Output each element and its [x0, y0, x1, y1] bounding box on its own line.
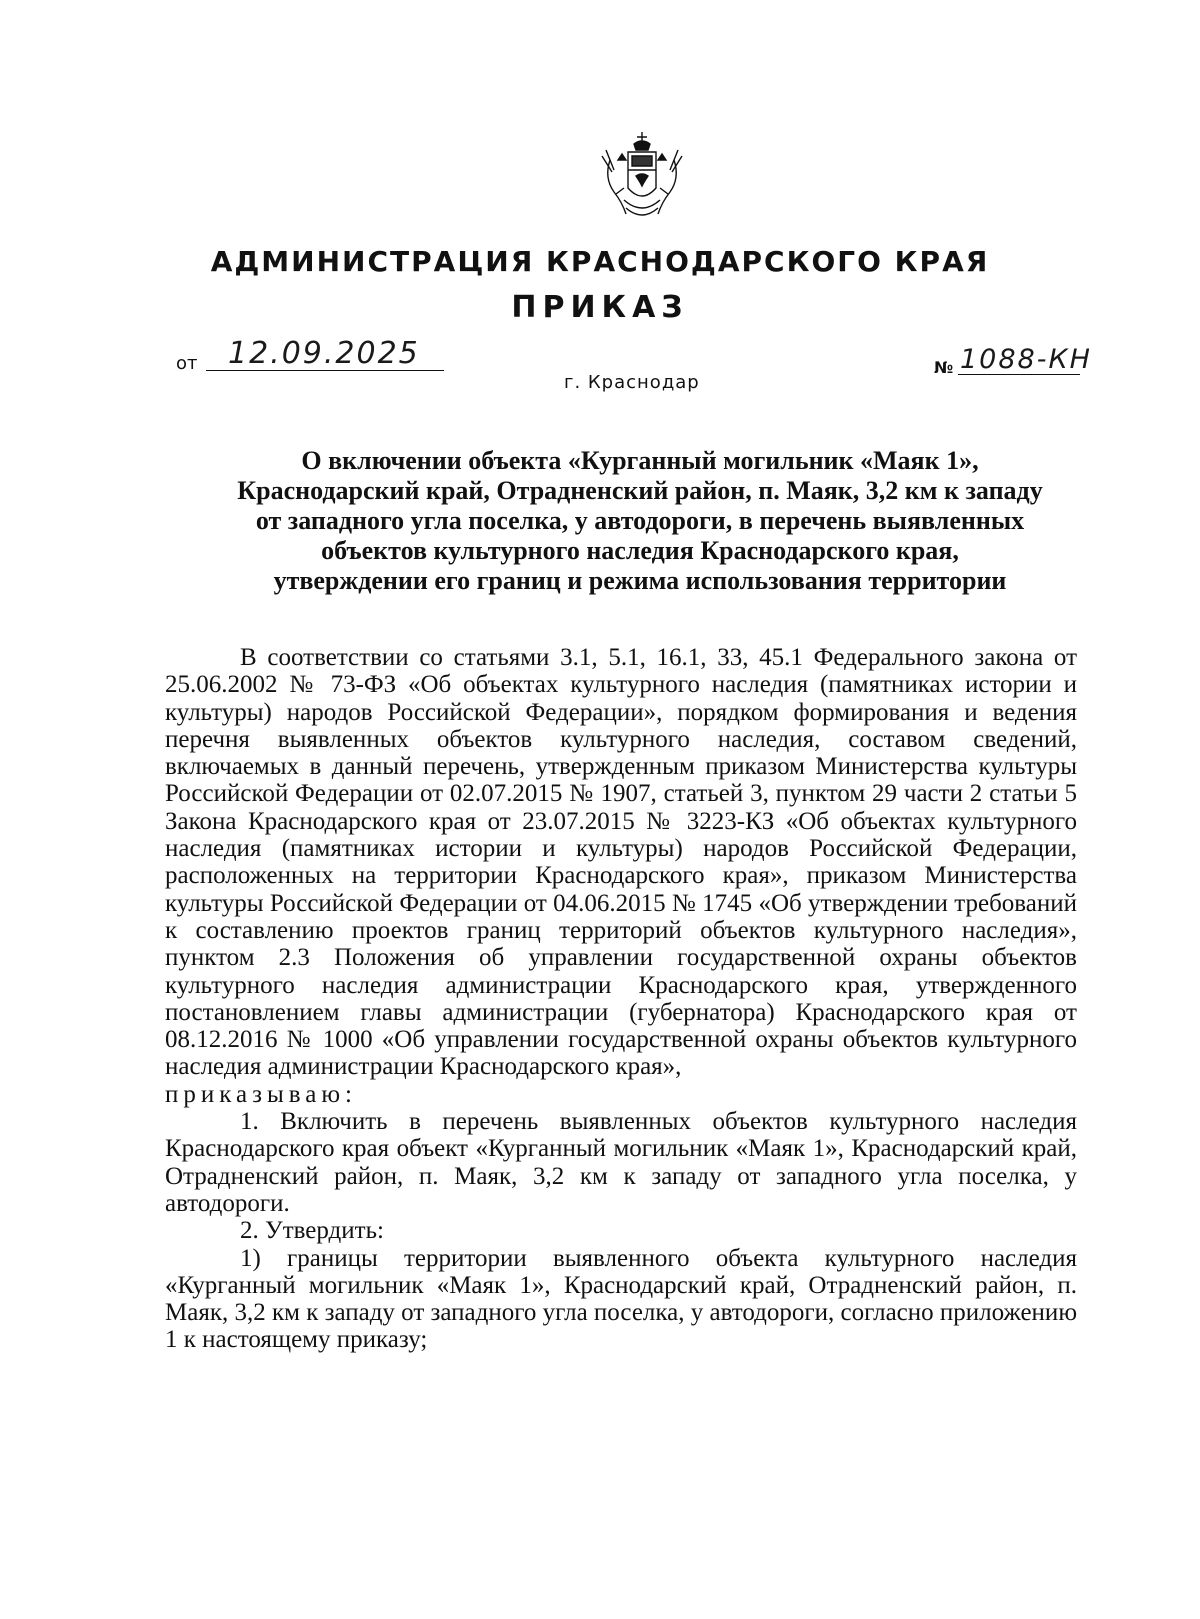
number-handwritten: 1088-КН	[960, 344, 1092, 375]
coat-of-arms-emblem	[596, 130, 688, 226]
document-title	[150, 446, 1130, 596]
title-line: Краснодарский край, Отрадненский район, п. Маяк, 3,2 км к западу	[237, 476, 1043, 505]
organization-name: АДМИНИСТРАЦИЯ КРАСНОДАРСКОГО КРАЯ	[210, 245, 990, 278]
item-1-paragraph: 1. Включить в перечень выявленных объектов культурного наследия Краснодарского края объект «Курганный могильник «Маяк 1», Краснодарский край, Отрадненский район, п. Маяк, 3,2 км к западу от западного угла поселка, у автодороги.	[165, 1108, 1077, 1217]
title-line: от западного угла поселка, у автодороги, в перечень выявленных	[255, 506, 1025, 535]
order-word	[165, 1081, 1077, 1108]
item-2-paragraph: 2. Утвердить:	[240, 1217, 384, 1245]
preamble-paragraph: В соответствии со статьями 3.1, 5.1, 16.1, 33, 45.1 Федерального закона от 25.06.2002 № 73-ФЗ «Об объектах культурного наследия (памятниках истории и культуры) народов Российской Федерации», порядком формирования и ведения перечня выявленных объектов культурного наследия, составом сведений, включаемых в данный перечень, утвержденным приказом Министерства культуры Российской Федерации от 02.07.2015 № 1907, статьей 3, пунктом 29 части 2 статьи 5 Закона Краснодарского края от 23.07.2015 № 3223-КЗ «Об объектах культурного наследия (памятниках истории и культуры) народов Российской Федерации, расположенных на территории Краснодарского края», приказом Министерства культуры Российской Федерации от 04.06.2015 № 1745 «Об утверждении требований к составлению проектов границ территорий объектов культурного наследия», пунктом 2.3 Положения об управлении государственной охраны объектов культурного наследия администрации Краснодарского края, утвержденного постановлением главы администрации (губернатора) Краснодарского края от 08.12.2016 № 1000 «Об управлении государственной охраны объектов культурного наследия администрации Краснодарского края»,	[165, 644, 1077, 1081]
item-2-1-paragraph: 1) границы территории выявленного объекта культурного наследия «Курганный могильник «Маяк 1», Краснодарский край, Отрадненский район, п. Маяк, 3,2 км к западу от западного угла поселка, у автодороги, согласно приложению 1 к настоящему приказу;	[165, 1244, 1077, 1354]
number-label: №	[934, 358, 954, 377]
title-line: О включении объекта «Курганный могильник «Маяк 1»,	[301, 446, 979, 475]
date-handwritten: 12.09.2025	[228, 336, 420, 371]
date-label: от	[176, 353, 198, 374]
city: г. Краснодар	[564, 372, 700, 393]
document-body	[165, 644, 1077, 1354]
title-line: утверждении его границ и режима использования территории	[273, 566, 1007, 595]
order-word-text: приказываю:	[165, 1080, 357, 1108]
title-line: объектов культурного наследия Краснодарского края,	[321, 536, 959, 565]
document-type: ПРИКАЗ	[511, 290, 689, 325]
